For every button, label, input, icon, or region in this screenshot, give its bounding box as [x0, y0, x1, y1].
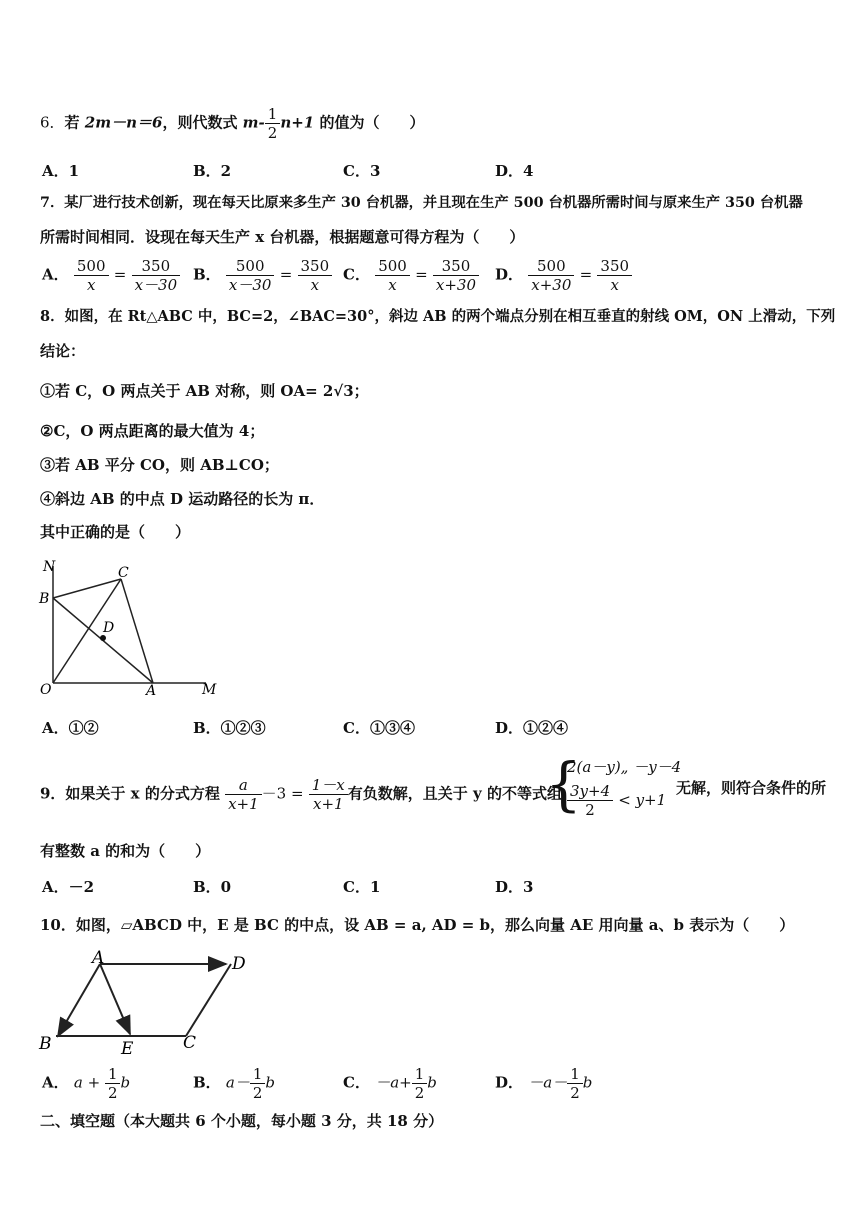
q8-option-d[interactable]: D．①②④ — [495, 719, 569, 737]
fig10-label-c: C — [183, 1033, 197, 1053]
q8-option-b[interactable]: B．①②③ — [193, 719, 266, 737]
q8-statement-1: ①若 C，O 两点关于 AB 对称，则 OA= 2√3； — [40, 382, 369, 400]
q7-stem-line2: 所需时间相同．设现在每天生产 x 台机器，根据题意可得方程为（ ） — [40, 228, 525, 246]
q8-statement-2: ②C，O 两点距离的最大值为 4； — [40, 422, 265, 440]
q8-statement-3: ③若 AB 平分 CO，则 AB⊥CO； — [40, 456, 279, 474]
q7-option-a[interactable]: A． $\frac{500}{x}$ = $\frac{350}{x-30}$ — [42, 257, 180, 294]
fig8-label-c: C — [118, 565, 129, 581]
q9-option-a[interactable]: A．－2 — [42, 878, 95, 896]
q10-stem: 10．如图，▱ABCD 中，E 是 BC 的中点，设 AB = a, AD = b，那么向量 AE 用向量 a、b 表示为（ ） — [40, 916, 795, 934]
q6-stem: 6．若 2m－n＝6，则代数式 m- $\frac{1}{2}$ n+1 的值为（ ） — [40, 105, 425, 142]
q7-option-d[interactable]: D． $\frac{500}{x+30}$ = $\frac{350}{x}$ — [495, 257, 632, 294]
q9-option-d[interactable]: D．3 — [495, 878, 534, 896]
q6-fraction: $\frac{1}{2}$ — [265, 105, 281, 142]
q6-number: 6． — [40, 113, 65, 132]
fig10-label-a: A — [92, 948, 105, 968]
q8-question: 其中正确的是（ ） — [40, 523, 191, 541]
q10-option-d[interactable]: D． －a－ $\frac{1}{2}$ b — [495, 1065, 593, 1102]
q8-figure — [36, 556, 236, 706]
q6-option-c[interactable]: C．3 — [343, 162, 381, 180]
fig8-label-n: N — [43, 559, 56, 575]
fig8-label-o: O — [40, 682, 52, 698]
q8-option-a[interactable]: A．①② — [42, 719, 99, 737]
q7-stem-line1: 7．某厂进行技术创新，现在每天比原来多生产 30 台机器，并且现在生产 500 台机器所需时间与原来生产 350 台机器 — [40, 195, 803, 211]
q6-option-a[interactable]: A．1 — [42, 162, 80, 180]
q9-option-c[interactable]: C．1 — [343, 878, 381, 896]
q10-option-c[interactable]: C． －a+ $\frac{1}{2}$ b — [343, 1065, 437, 1102]
q9-stem: 9．如果关于 x 的分式方程 $\frac{a}{x+1}$ －3 = $\frac{1-x}{x+1}$ 有负数解，且关于 y 的不等式组 — [40, 776, 562, 813]
q8-statement-4: ④斜边 AB 的中点 D 运动路径的长为 π． — [40, 490, 325, 508]
q9-option-b[interactable]: B．0 — [193, 878, 232, 896]
fig10-label-b: B — [39, 1034, 52, 1054]
q6-option-d[interactable]: D．4 — [495, 162, 534, 180]
section-heading-fill-in: 二、填空题（本大题共 6 个小题，每小题 3 分，共 18 分） — [40, 1112, 444, 1130]
q10-option-a[interactable]: A． a + $\frac{1}{2}$ b — [42, 1065, 131, 1102]
q8-stem-line2: 结论： — [40, 342, 86, 360]
q9-inequality-system: { 2(a－y)„ －y－4 $\frac{3y+4}{2}$ < y+1 — [545, 750, 682, 819]
fig8-label-b: B — [39, 591, 50, 607]
q6-option-b[interactable]: B．2 — [193, 162, 232, 180]
q9-stem-tail: 无解，则符合条件的所 — [676, 779, 827, 797]
fig10-label-d: D — [232, 954, 246, 974]
q10-figure — [36, 948, 266, 1058]
fig10-label-e: E — [121, 1039, 134, 1058]
q7-option-b[interactable]: B． $\frac{500}{x-30}$ = $\frac{350}{x}$ — [193, 257, 332, 294]
q9-stem-line2: 有整数 a 的和为（ ） — [40, 842, 211, 860]
q10-option-b[interactable]: B． a－ $\frac{1}{2}$ b — [193, 1065, 276, 1102]
q8-option-c[interactable]: C．①③④ — [343, 719, 415, 737]
q8-stem-line1: 8．如图，在 Rt△ABC 中，BC=2，∠BAC=30°，斜边 AB 的两个端点分别在相互垂直的射线 OM，ON 上滑动，下列 — [40, 308, 836, 325]
fig8-label-a: A — [146, 683, 157, 699]
fig8-label-m: M — [202, 682, 217, 698]
q7-option-c[interactable]: C． $\frac{500}{x}$ = $\frac{350}{x+30}$ — [343, 257, 479, 294]
fig8-label-d: D — [103, 620, 115, 636]
